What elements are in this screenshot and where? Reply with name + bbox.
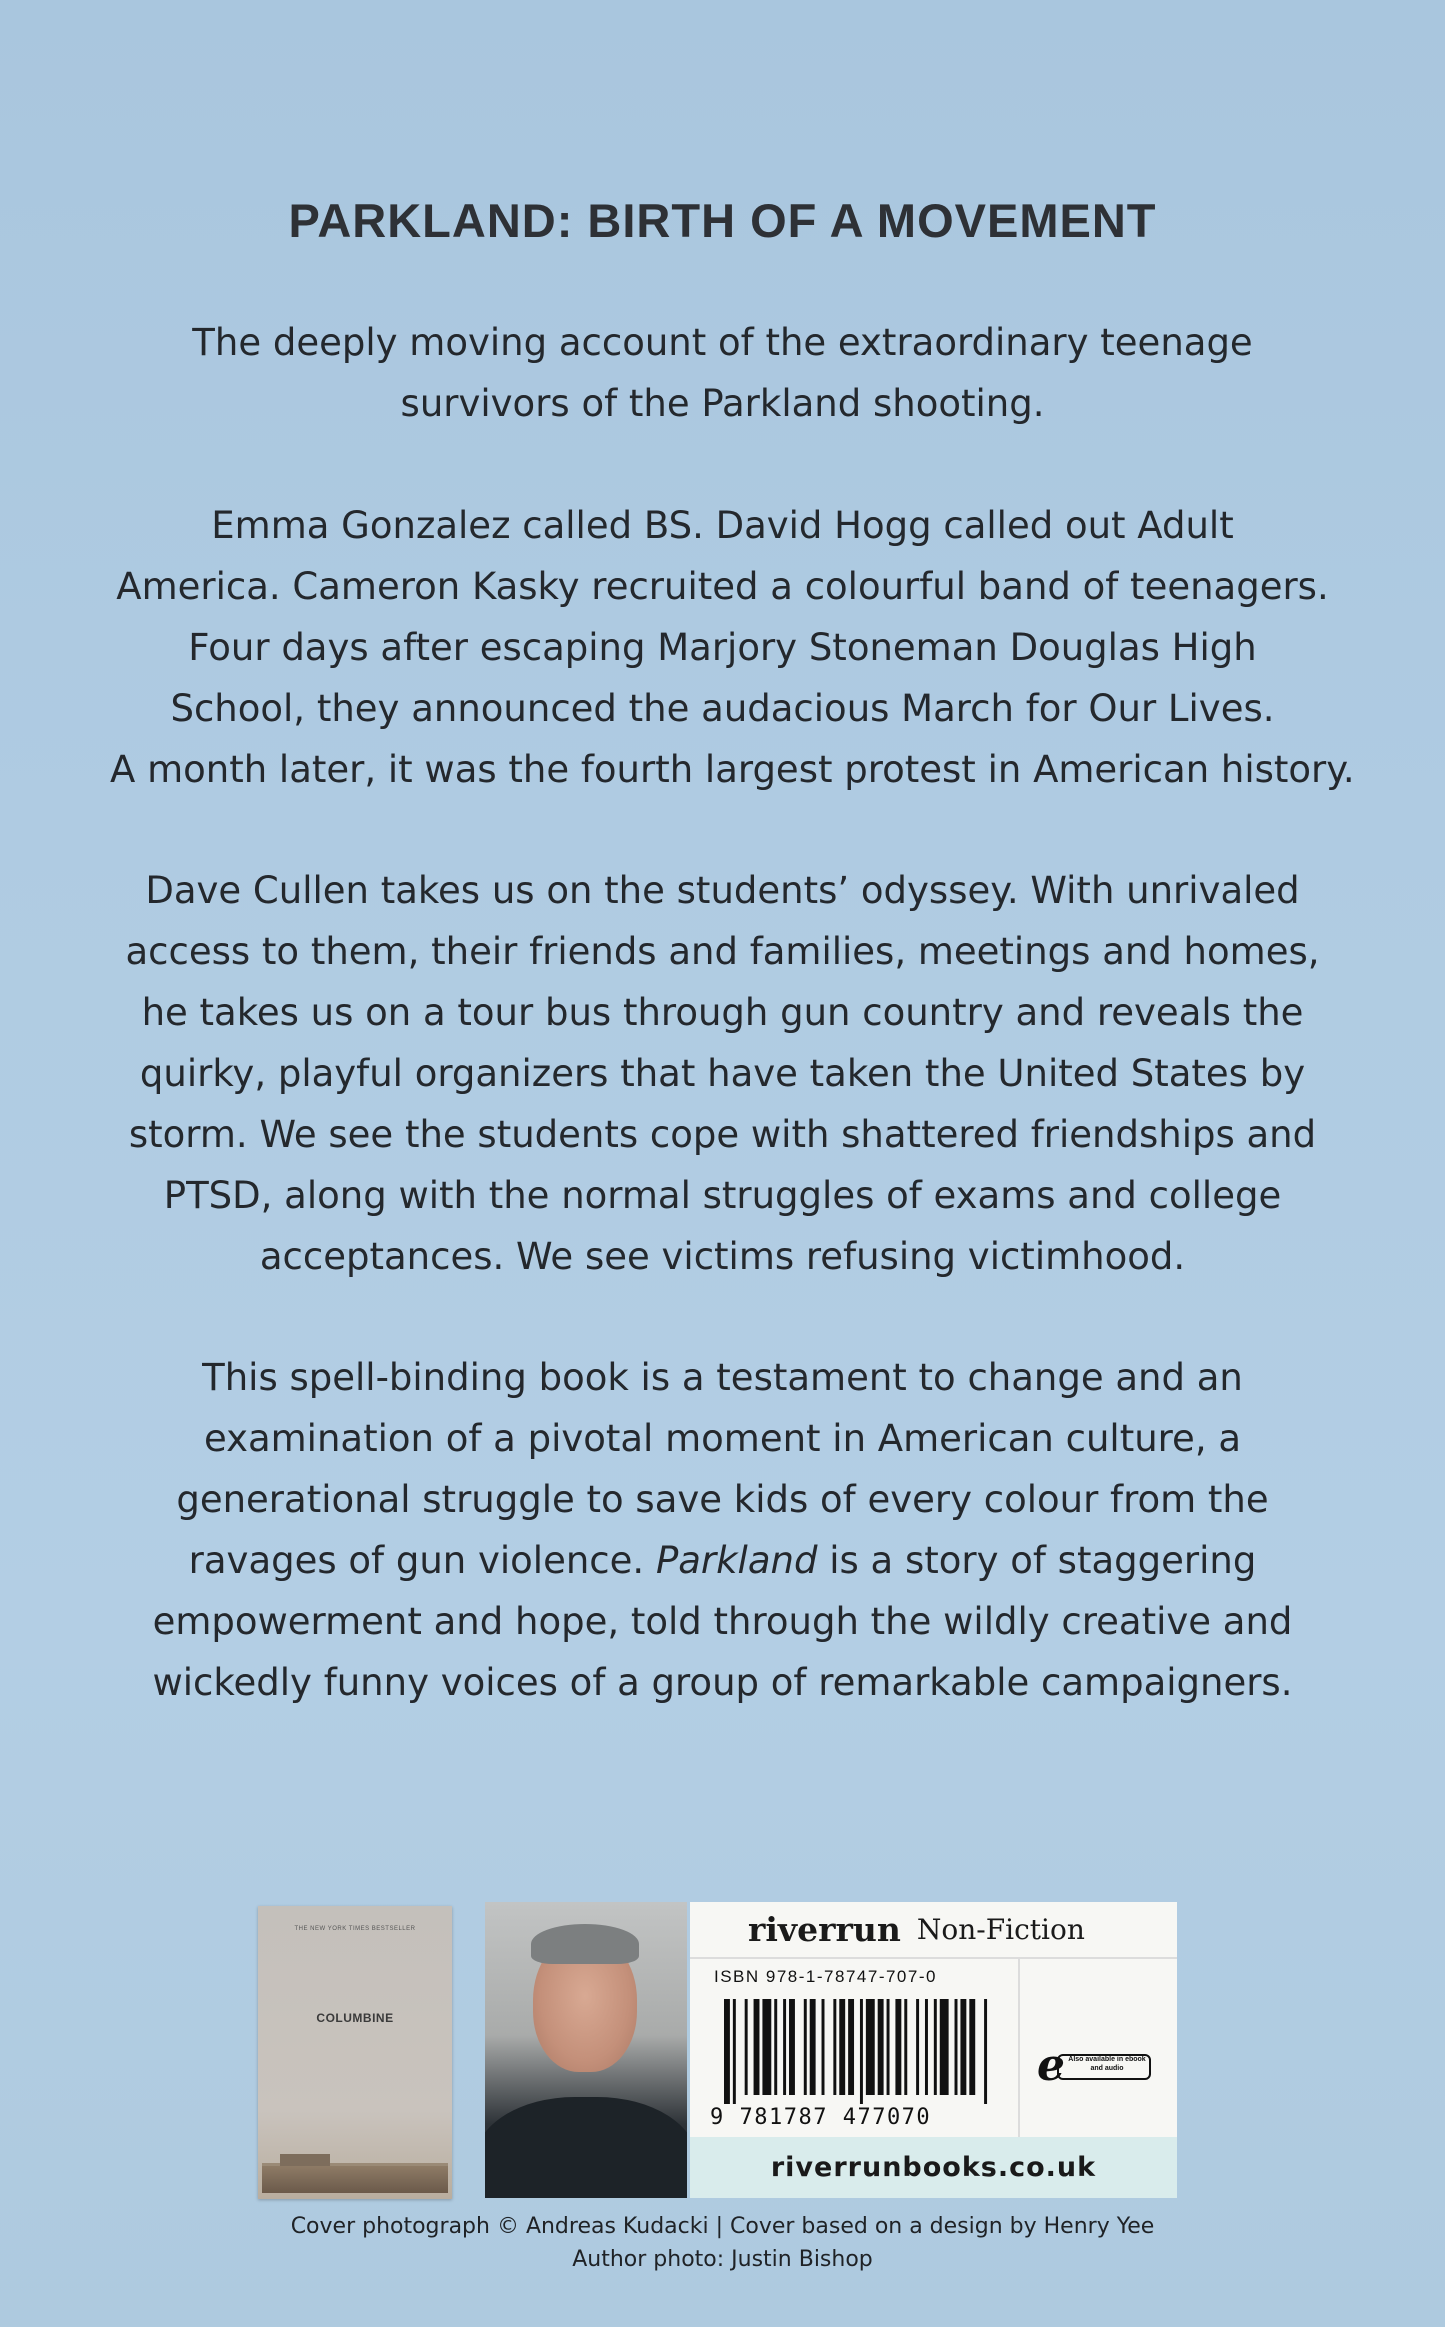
barcode-bar — [916, 1999, 919, 2095]
barcode-bar — [839, 1999, 845, 2095]
blurb-line: The deeply moving account of the extraordinary teenage — [192, 321, 1253, 364]
barcode-bar — [724, 1999, 730, 2104]
credit-line: Author photo: Justin Bishop — [572, 2247, 873, 2272]
barcode-bar — [887, 1999, 890, 2095]
barcode-bar — [810, 1999, 816, 2095]
author-hair — [531, 1924, 639, 1964]
barcode-bar — [934, 1999, 937, 2095]
barcode-bar — [822, 1999, 825, 2095]
barcode-bar — [904, 1999, 907, 2095]
barcode-bar — [745, 1999, 748, 2095]
blurb-line: access to them, their friends and families, meetings and homes, — [125, 930, 1320, 973]
barcode-bar — [984, 1999, 987, 2104]
barcode-bar — [733, 1999, 736, 2104]
blurb-paragraph-4 — [110, 1347, 1335, 1713]
barcode-bar — [804, 1999, 807, 2095]
blurb-line: acceptances. We see victims refusing victimhood. — [259, 1235, 1186, 1278]
barcode-bar — [955, 1999, 958, 2095]
blurb-line: storm. We see the students cope with shattered friendships and — [128, 1113, 1317, 1156]
barcode-bar — [969, 1999, 975, 2095]
blurb-paragraph-2 — [110, 495, 1355, 800]
blurb-paragraph-3 — [110, 860, 1335, 1287]
author-shoulders — [485, 2097, 687, 2198]
cover-title: PARKLAND: BIRTH OF A MOVEMENT — [288, 194, 1157, 247]
blurb-line: School, they announced the audacious March for Our Lives. — [170, 687, 1275, 730]
blurb-line: This spell-binding book is a testament to change and an — [202, 1356, 1243, 1399]
barcode-graphic — [722, 1999, 992, 2104]
category-label: Non-Fiction — [916, 1913, 1085, 1946]
publisher-row — [690, 1902, 1177, 1959]
cover-credits — [0, 2210, 1445, 2276]
blurb-line: generational struggle to save kids of every colour from the — [176, 1478, 1269, 1521]
school-building-image — [262, 2163, 448, 2193]
barcode-bar — [848, 1999, 854, 2095]
barcode-bar — [866, 1999, 875, 2095]
blurb-line-italic: ravages of gun violence. Parkland is a story of staggering — [188, 1539, 1257, 1582]
blurb-line: Four days after escaping Marjory Stoneman Douglas High — [188, 626, 1257, 669]
barcode-bar — [762, 1999, 771, 2095]
publisher-info-box — [690, 1902, 1177, 2198]
blurb-line: wickedly funny voices of a group of remarkable campaigners. — [152, 1661, 1293, 1704]
book-title-italic: Parkland — [655, 1539, 818, 1582]
isbn-label: ISBN 978-1-78747-707-0 — [714, 1967, 937, 1986]
barcode-bar — [895, 1999, 901, 2095]
book-tagline: THE NEW YORK TIMES BESTSELLER — [294, 1926, 416, 1932]
credit-line: Cover photograph © Andreas Kudacki | Cover based on a design by Henry Yee — [290, 2214, 1155, 2239]
barcode-bar — [754, 1999, 760, 2095]
blurb-line: empowerment and hope, told through the wildly creative and — [152, 1600, 1293, 1643]
url-bar — [690, 2137, 1177, 2198]
blurb-line: survivors of the Parkland shooting. — [400, 382, 1045, 425]
barcode-bar — [783, 1999, 786, 2095]
blurb-line: PTSD, along with the normal struggles of exams and college — [163, 1174, 1282, 1217]
ebook-e-glyph: e — [1037, 2040, 1065, 2091]
author-photo — [485, 1902, 687, 2198]
publisher-url: riverrunbooks.co.uk — [770, 2152, 1097, 2183]
barcode-bar — [789, 1999, 795, 2095]
blurb-line: quirky, playful organizers that have taken the United States by — [139, 1052, 1306, 1095]
blurb-line: examination of a pivotal moment in American culture, a — [203, 1417, 1242, 1460]
blurb-paragraph-1 — [110, 312, 1335, 434]
barcode-bar — [833, 1999, 836, 2095]
barcode-area — [690, 1959, 1020, 2137]
barcode-bar — [940, 1999, 949, 2095]
ebook-audio-icon — [1035, 2042, 1157, 2092]
columbine-book-thumbnail — [258, 1906, 452, 2199]
blurb-line: Emma Gonzalez called BS. David Hogg called out Adult — [211, 504, 1234, 547]
publisher-name: riverrun — [748, 1910, 901, 1949]
barcode-bar — [925, 1999, 928, 2095]
blurb-line: A month later, it was the fourth largest protest in American history. — [110, 748, 1355, 791]
blurb-line: Dave Cullen takes us on the students’ odyssey. With unrivaled — [145, 869, 1300, 912]
ebook-badge-text: Also available in ebook and audio — [1068, 2056, 1146, 2072]
barcode-bar — [960, 1999, 966, 2095]
barcode-bar — [878, 1999, 884, 2095]
barcode-bar — [860, 1999, 863, 2104]
barcode-digits: 9 781787 477070 — [710, 2105, 932, 2130]
barcode-bar — [774, 1999, 777, 2095]
blurb-line: he takes us on a tour bus through gun country and reveals the — [141, 991, 1304, 1034]
book-title: COLUMBINE — [316, 2011, 394, 2025]
blurb-line: America. Cameron Kasky recruited a colourful band of teenagers. — [116, 565, 1329, 608]
